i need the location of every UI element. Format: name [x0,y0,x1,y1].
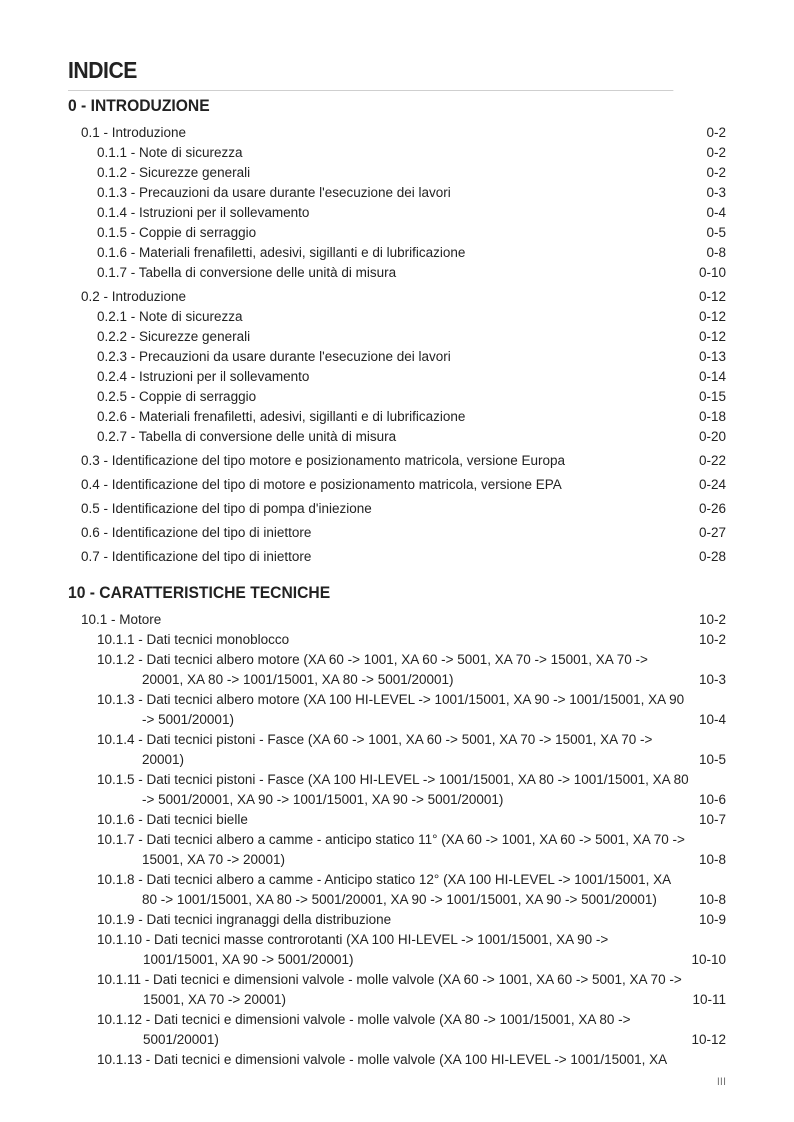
toc-entry[interactable]: 0.1.3 - Precauzioni da usare durante l'esecuzione dei lavori 0-3 [68,183,726,203]
page-ref: 0-3 [706,185,726,200]
toc-entry[interactable]: 0.2.2 - Sicurezze generali 0-12 [68,327,726,347]
toc-entry[interactable]: 0.2.4 - Istruzioni per il sollevamento 0-14 [68,367,726,387]
page-ref: 10-11 [692,992,726,1007]
toc-entry[interactable]: 0.1.6 - Materiali frenafiletti, adesivi, sigillanti e di lubrificazione 0-8 [68,243,726,263]
page-ref: 0-18 [698,409,726,424]
toc-entry[interactable]: 0.2.3 - Precauzioni da usare durante l'esecuzione dei lavori 0-13 [68,347,726,367]
page-ref: 0-12 [698,329,726,344]
toc-list-caratteristiche-tecniche [68,610,726,1070]
section-title-introduzione: 0 - INTRODUZIONE [68,96,210,115]
toc-entry[interactable]: 0.1.5 - Coppie di serraggio 0-5 [68,223,726,243]
page-ref: 10-7 [698,812,726,827]
toc-entry[interactable]: 10.1.9 - Dati tecnici ingranaggi della distribuzione 10-9 [68,910,726,930]
page-ref: 0-8 [706,245,726,260]
toc-entry[interactable]: 10.1.4 - Dati tecnici pistoni - Fasce (XA 60 -> 1001, XA 60 -> 5001, XA 70 -> 15001, XA 70 -> 20001) 10-5 [68,730,726,770]
toc-entry[interactable]: 0.1.2 - Sicurezze generali 0-2 [68,163,726,183]
page-ref: 0-2 [706,145,726,160]
toc-entry[interactable]: 0.1.4 - Istruzioni per il sollevamento 0-4 [68,203,726,223]
toc-entry[interactable]: 0.6 - Identificazione del tipo di iniettore 0-27 [68,523,726,543]
page-ref: 10-2 [698,632,726,647]
page-ref: 0-12 [698,309,726,324]
toc-entry[interactable]: 10.1.3 - Dati tecnici albero motore (XA 100 HI-LEVEL -> 1001/15001, XA 90 -> 1001/15001, XA 90 -> 5001/20001) 10-4 [68,690,726,730]
page-ref: 0-14 [698,369,726,384]
page-number: III [716,1076,726,1088]
toc-list-introduzione [68,123,726,567]
toc-entry[interactable]: 10.1.6 - Dati tecnici bielle 10-7 [68,810,726,830]
toc-entry[interactable]: 10.1.13 - Dati tecnici e dimensioni valvole - molle valvole (XA 100 HI-LEVEL -> 1001/15001, XA [97,1052,668,1067]
toc-entry[interactable]: 10.1.12 - Dati tecnici e dimensioni valvole - molle valvole (XA 80 -> 1001/15001, XA 80 -> 5001/20001) 10-12 [68,1010,726,1050]
toc-entry[interactable]: 0.2.6 - Materiali frenafiletti, adesivi, sigillanti e di lubrificazione 0-18 [68,407,726,427]
page-ref: 10-8 [698,892,726,907]
page-ref: 0-5 [706,225,726,240]
toc-entry[interactable]: 0.1.7 - Tabella di conversione delle unità di misura 0-10 [68,263,726,283]
toc-entry[interactable]: 0.2.5 - Coppie di serraggio 0-15 [68,387,726,407]
page-ref: 10-10 [691,952,726,967]
page-ref: 0-20 [698,429,726,444]
section-title-caratteristiche-tecniche: 10 - CARATTERISTICHE TECNICHE [68,583,331,602]
page-ref: 10-5 [698,752,726,767]
page-ref: 0-12 [698,289,726,304]
toc-entry[interactable]: 10.1.10 - Dati tecnici masse controrotanti (XA 100 HI-LEVEL -> 1001/15001, XA 90 -> 1001/15001, XA 90 -> 5001/20001) 10-10 [68,930,726,970]
page-ref: 0-22 [698,453,726,468]
page-ref: 0-2 [706,165,726,180]
page-ref: 0-15 [698,389,726,404]
page-ref: 0-24 [698,477,726,492]
page-ref: 0-13 [698,349,726,364]
toc-entry[interactable]: 10.1.1 - Dati tecnici monoblocco 10-2 [68,630,726,650]
toc-entry[interactable]: 0.2.1 - Note di sicurezza 0-12 [68,307,726,327]
toc-entry[interactable]: 0.5 - Identificazione del tipo di pompa d'iniezione 0-26 [68,499,726,519]
toc-entry[interactable]: 0.1.1 - Note di sicurezza 0-2 [68,143,726,163]
page-ref: 10-4 [698,712,726,727]
toc-entry[interactable]: 10.1.7 - Dati tecnici albero a camme - anticipo statico 11° (XA 60 -> 1001, XA 60 -> 5001, XA 70 -> 15001, XA 70 -> 20001) 10-8 [68,830,726,870]
page-ref: 0-2 [706,125,726,140]
toc-entry[interactable]: 0.7 - Identificazione del tipo di iniettore 0-28 [68,547,726,567]
toc-entry[interactable]: 10.1.5 - Dati tecnici pistoni - Fasce (XA 100 HI-LEVEL -> 1001/15001, XA 80 -> 1001/15001, XA 80 -> 5001/20001, XA 90 -> 1001/15001, XA 90 -> 5001/20001) 10-6 [68,770,726,810]
toc-entry[interactable]: 0.2 - Introduzione 0-12 [68,287,726,307]
toc-entry[interactable]: 10.1 - Motore 10-2 [68,610,726,630]
toc-entry[interactable]: 0.3 - Identificazione del tipo motore e posizionamento matricola, versione Europa 0-22 [68,451,726,471]
toc-entry[interactable]: 0.1 - Introduzione 0-2 [68,123,726,143]
page-ref: 10-3 [698,672,726,687]
index-page [68,56,726,1070]
page-ref: 0-28 [698,549,726,564]
toc-entry[interactable]: 0.2.7 - Tabella di conversione delle unità di misura 0-20 [68,427,726,447]
page-ref: 0-27 [698,525,726,540]
toc-entry[interactable]: 0.4 - Identificazione del tipo di motore e posizionamento matricola, versione EPA 0-24 [68,475,726,495]
toc-entry[interactable]: 10.1.11 - Dati tecnici e dimensioni valvole - molle valvole (XA 60 -> 1001, XA 60 -> 5001, XA 70 -> 15001, XA 70 -> 20001) 10-11 [68,970,726,1010]
index-title: INDICE [68,56,673,91]
toc-entry[interactable]: 10.1.2 - Dati tecnici albero motore (XA 60 -> 1001, XA 60 -> 5001, XA 70 -> 15001, XA 70 -> 20001, XA 80 -> 1001/15001, XA 80 -> 5001/20001) 10-3 [68,650,726,690]
page-ref: 10-8 [698,852,726,867]
page-ref: 10-9 [698,912,726,927]
page-ref: 10-12 [691,1032,726,1047]
page-ref: 10-2 [698,612,726,627]
page-ref: 0-26 [698,501,726,516]
page-ref: 0-10 [698,265,726,280]
toc-entry[interactable]: 10.1.8 - Dati tecnici albero a camme - Anticipo statico 12° (XA 100 HI-LEVEL -> 1001/15001, XA 80 -> 1001/15001, XA 80 -> 5001/20001, XA 90 -> 1001/15001, XA 90 -> 5001/20001) 10-8 [68,870,726,910]
page-ref: 0-4 [706,205,726,220]
page-ref: 10-6 [698,792,726,807]
